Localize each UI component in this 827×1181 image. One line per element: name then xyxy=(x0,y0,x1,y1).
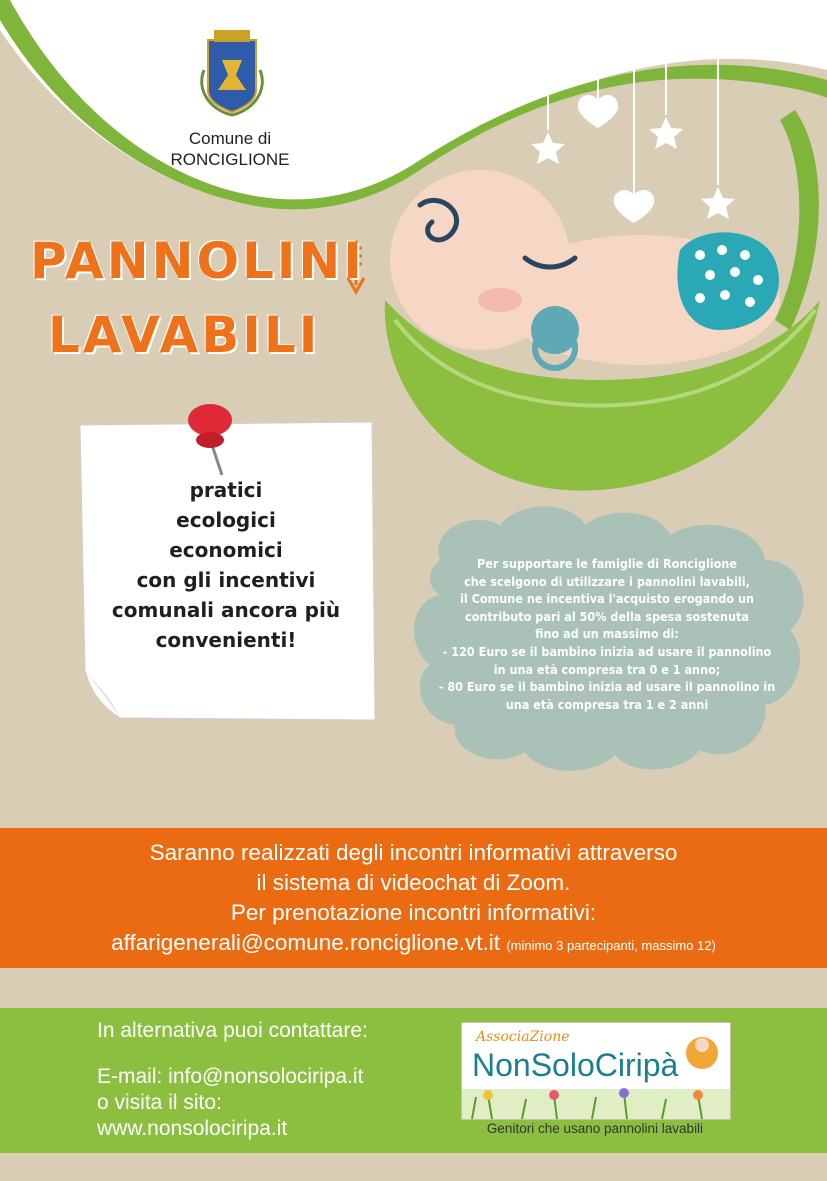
cloud-text xyxy=(418,555,796,713)
contact-text xyxy=(97,1018,457,1142)
cloud-line: contributo pari al 50% della spesa sostenuta xyxy=(465,608,749,624)
note-line: economici xyxy=(169,538,283,562)
association-logo xyxy=(461,1022,731,1120)
logo-tagline: Genitori che usano pannolini lavabili xyxy=(486,1121,704,1136)
cloud-line: in una età compresa tra 0 e 1 anno; xyxy=(493,661,721,677)
title-line2: LAVABILI xyxy=(48,306,321,364)
cloud-line: Per supportare le famiglie di Ronciglione xyxy=(476,556,738,571)
info-email-link[interactable]: affarigenerali@comune.ronciglione.vt.it xyxy=(111,930,501,955)
info-email-row xyxy=(0,928,827,961)
star-icon xyxy=(701,187,735,219)
top-white-area xyxy=(0,0,827,209)
municipal-crest-icon xyxy=(202,30,263,115)
info-line2: il sistema di videochat di Zoom. xyxy=(256,870,571,895)
cloud-line: il Comune ne incentiva l'acquisto erogando un xyxy=(459,591,755,607)
note-line: ecologici xyxy=(176,508,276,532)
cloud-line: fino ad un massimo di: xyxy=(535,626,679,642)
cloud-line: che scelgono di utilizzare i pannolini lavabili, xyxy=(464,573,750,589)
logo-top: AssociaZione xyxy=(476,1029,570,1045)
contact-intro: In alternativa puoi contattare: xyxy=(97,1019,368,1042)
comune-line1: Comune di xyxy=(188,129,272,148)
star-icon xyxy=(531,132,565,164)
contact-site-intro: o visita il sito: xyxy=(97,1091,222,1114)
green-arc xyxy=(775,110,819,330)
contact-site-link[interactable]: www.nonsolociripa.it xyxy=(97,1117,288,1140)
note-line: convenienti! xyxy=(155,628,297,652)
cloud-line: una età compresa tra 1 e 2 anni xyxy=(505,696,709,712)
contact-email-link[interactable]: E-mail: info@nonsolociripa.it xyxy=(97,1065,364,1088)
star-icon xyxy=(649,117,683,149)
info-line1: Saranno realizzati degli incontri informativi attraverso xyxy=(149,840,678,865)
comune-line2: RONCIGLIONE xyxy=(170,150,290,169)
info-band-text xyxy=(0,838,827,961)
comune-label xyxy=(150,128,310,170)
note-line: comunali ancora più xyxy=(111,598,341,622)
cloud-line: - 80 Euro se il bambino inizia ad usare il pannolino in xyxy=(438,679,776,695)
info-line3: Per prenotazione incontri informativi: xyxy=(230,900,597,925)
baby-diaper-icon xyxy=(686,1037,718,1069)
title-line1: PANNOLINI xyxy=(30,232,365,290)
info-email-note: (minimo 3 partecipanti, massimo 12) xyxy=(506,938,716,953)
note-line: pratici xyxy=(189,478,263,502)
note-text xyxy=(78,475,374,655)
logo-name: NonSoloCiripà xyxy=(472,1047,679,1083)
cloud-line: - 120 Euro se il bambino inizia ad usare il pannolino xyxy=(442,643,772,659)
note-line: con gli incentivi xyxy=(136,568,316,592)
